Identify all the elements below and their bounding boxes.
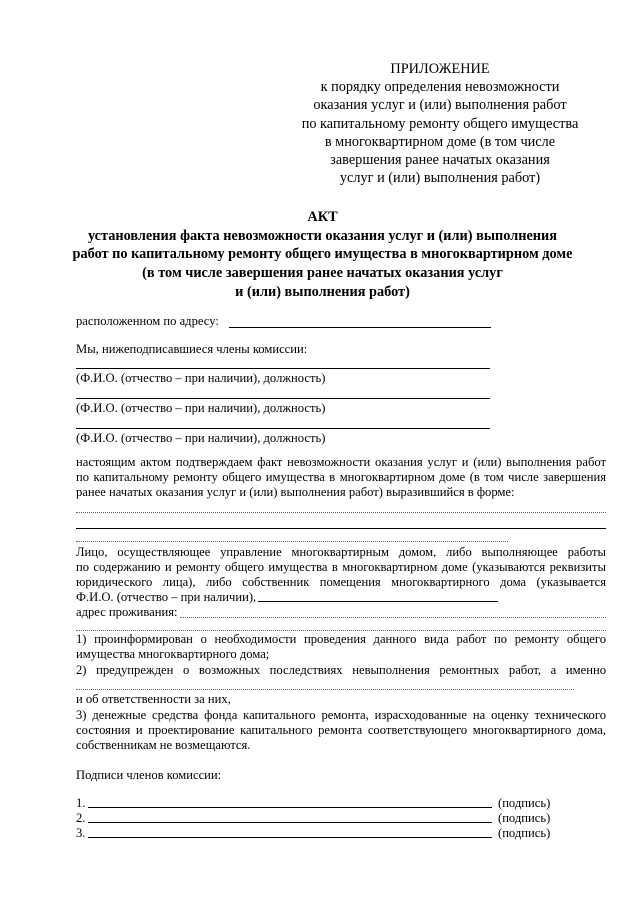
- appendix-line: по капитальному ремонту общего имущества: [301, 115, 579, 132]
- act-title-line: и (или) выполнения работ): [235, 283, 410, 300]
- appendix-line: завершения ранее начатых оказания: [330, 152, 550, 169]
- consequences-field-line[interactable]: [76, 689, 574, 690]
- member-2-field-line[interactable]: [76, 398, 490, 399]
- confirm-line: по капитальному ремонту общего имущества в многоквартирном доме (в том числе завершения: [76, 470, 606, 484]
- item-1-line: 1) проинформирован о необходимости проведения данного вида работ по ремонту общего: [76, 632, 606, 646]
- manager-line: Лицо, осуществляющее управление многоквартирным домом, либо выполняющее работы: [76, 545, 606, 559]
- item-3-line: собственникам не возмещаются.: [76, 738, 251, 752]
- signature-caption: (подпись): [498, 811, 551, 825]
- appendix-line: оказания услуг и (или) выполнения работ: [313, 97, 567, 114]
- signature-number: 2.: [76, 811, 86, 825]
- signature-field-line[interactable]: [88, 822, 492, 823]
- manager-line: Ф.И.О. (отчество – при наличии),: [76, 590, 257, 604]
- signature-field-line[interactable]: [88, 807, 492, 808]
- residence-field-line[interactable]: [180, 617, 606, 618]
- appendix-title: ПРИЛОЖЕНИЕ: [390, 61, 490, 77]
- act-title-line: работ по капитальному ремонту общего имущества в многоквартирном доме: [72, 246, 573, 263]
- signatures-label: Подписи членов комиссии:: [76, 768, 222, 782]
- form-field-line[interactable]: [76, 528, 606, 529]
- signature-number: 1.: [76, 796, 86, 810]
- appendix-line: в многоквартирном доме (в том числе: [324, 133, 556, 150]
- signature-number: 3.: [76, 826, 86, 840]
- residence-label: адрес проживания:: [76, 605, 178, 619]
- item-1-line: имущества многоквартирного дома;: [76, 647, 270, 661]
- manager-line: юридического лица), либо собственник помещения многоквартирного дома (указывается: [76, 575, 606, 589]
- item-3-line: 3) денежные средства фонда капитального ремонта, израсходованные на оценку технического: [76, 708, 606, 722]
- act-title-line: установления факта невозможности оказания услуг и (или) выполнения: [87, 227, 558, 244]
- member-1-caption: (Ф.И.О. (отчество – при наличии), должность): [76, 371, 326, 385]
- member-3-caption: (Ф.И.О. (отчество – при наличии), должность): [76, 431, 326, 445]
- act-heading: [40, 208, 605, 302]
- member-3-field-line[interactable]: [76, 428, 490, 429]
- confirm-line: настоящим актом подтверждаем факт невозможности оказания услуг и (или) выполнения работ: [76, 455, 606, 469]
- confirm-line: ранее начатых оказания услуг и (или) выполнения работ) выразившийся в форме:: [76, 485, 515, 499]
- manager-name-field-line[interactable]: [258, 601, 498, 602]
- member-2-caption: (Ф.И.О. (отчество – при наличии), должность): [76, 401, 326, 415]
- address-label: расположенном по адресу:: [76, 314, 219, 328]
- manager-line: по содержанию и ремонту общего имущества в многоквартирном доме (указываются реквизиты: [76, 560, 606, 574]
- act-title-line: (в том числе завершения ранее начатых оказания услуг: [142, 265, 503, 282]
- appendix-line: услуг и (или) выполнения работ): [339, 170, 541, 187]
- member-1-field-line[interactable]: [76, 368, 490, 369]
- responsibility-line: и об ответственности за них,: [76, 692, 231, 706]
- signature-caption: (подпись): [498, 796, 551, 810]
- appendix-line: к порядку определения невозможности: [320, 79, 560, 96]
- item-2-line: 2) предупрежден о возможных последствиях невыполнения ремонтных работ, а именно: [76, 663, 606, 677]
- signature-caption: (подпись): [498, 826, 551, 840]
- form-field-line[interactable]: [76, 541, 508, 542]
- address-field-line[interactable]: [229, 327, 491, 328]
- item-3-line: состояния и проектирование капитального ремонта соответствующего многоквартирного дома,: [76, 723, 606, 737]
- appendix-header: [280, 60, 600, 187]
- signature-field-line[interactable]: [88, 837, 492, 838]
- form-field-line[interactable]: [76, 512, 606, 513]
- residence-field-line[interactable]: [76, 630, 606, 631]
- act-title: АКТ: [307, 209, 338, 225]
- commission-intro: Мы, нижеподписавшиеся члены комиссии:: [76, 342, 308, 356]
